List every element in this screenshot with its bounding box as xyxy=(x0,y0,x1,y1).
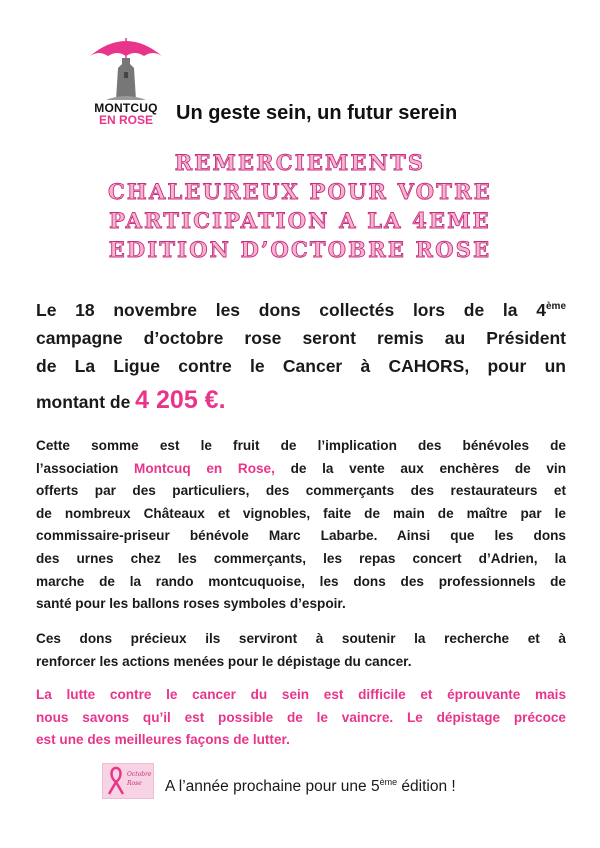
title-line: PARTICIPATION A LA 4EME xyxy=(109,208,491,233)
title-line: REMERCIEMENTS xyxy=(174,150,426,175)
lead-line xyxy=(36,293,566,324)
body-line: Ces dons précieux ils serviront à soutenir la recherche et à xyxy=(36,631,566,646)
body-paragraph-2 xyxy=(36,628,566,673)
body-line: offerts par des particuliers, des commerçants des restaurateurs et xyxy=(36,483,566,499)
body-text: l’association xyxy=(36,460,135,476)
montcuq-en-rose-logo xyxy=(80,34,172,127)
body-line: est une des meilleures façons de lutter. xyxy=(36,732,290,748)
lead-sup: ème xyxy=(545,301,566,312)
body-line: santé pour les ballons roses symboles d’espoir. xyxy=(36,596,346,612)
card-text: Octobre Rose xyxy=(127,771,152,787)
body-paragraph-1 xyxy=(36,435,566,616)
association-name: Montcuq en Rose, xyxy=(134,460,275,476)
octobre-rose-card xyxy=(102,763,154,799)
body-line: nous savons qu’il est possible de le vaincre. Le dépistage précoce xyxy=(36,709,566,725)
lead-text: Le 18 novembre les dons collectés lors de la 4 xyxy=(36,299,546,320)
closing-line xyxy=(165,777,456,796)
lead-line: de La Ligue contre le Cancer à CAHORS, pour un xyxy=(36,355,566,376)
umbrella-tower-icon xyxy=(86,34,166,104)
body-text: de la vente aux enchères de vin xyxy=(274,460,567,476)
body-line: de nombreux Châteaux et vignobles, faite de main de maître par le xyxy=(36,505,566,521)
lead-line: campagne d’octobre rose seront remis au Président xyxy=(36,327,566,348)
lead-paragraph xyxy=(36,293,566,416)
body-paragraph-3 xyxy=(36,684,566,752)
title-line: CHALEUREUX POUR VOTRE xyxy=(108,179,492,204)
footer-text: édition ! xyxy=(397,778,456,796)
body-line xyxy=(36,458,566,481)
donation-amount: 4 205 €. xyxy=(135,385,226,414)
body-line: La lutte contre le cancer du sein est difficile et éprouvante mais xyxy=(36,687,566,702)
footer-sup: ème xyxy=(379,777,398,787)
body-line: renforcer les actions menées pour le dépistage du cancer. xyxy=(36,653,412,669)
body-line: marche de la rando montcuquoise, les dons des professionnels de xyxy=(36,573,566,589)
footer-text: A l’année prochaine pour une 5 xyxy=(165,778,380,796)
title-line: EDITION D’OCTOBRE ROSE xyxy=(108,237,492,262)
slogan: Un geste sein, un futur serein xyxy=(176,102,458,124)
body-line: commissaire-priseur bénévole Marc Labarbe. Ainsi que les dons xyxy=(36,528,566,544)
logo-line2: EN ROSE xyxy=(98,113,153,127)
body-line: Cette somme est le fruit de l’implication des bénévoles de xyxy=(36,438,566,453)
logo-line1: MONTCUQ xyxy=(94,101,158,115)
lead-text: montant de xyxy=(36,391,136,412)
thanks-title xyxy=(40,148,560,264)
lead-amount-line xyxy=(36,386,566,416)
body-line: des urnes chez les commerçants, les repas concert d’Adrien, la xyxy=(36,550,566,566)
pink-ribbon-icon xyxy=(106,766,126,796)
